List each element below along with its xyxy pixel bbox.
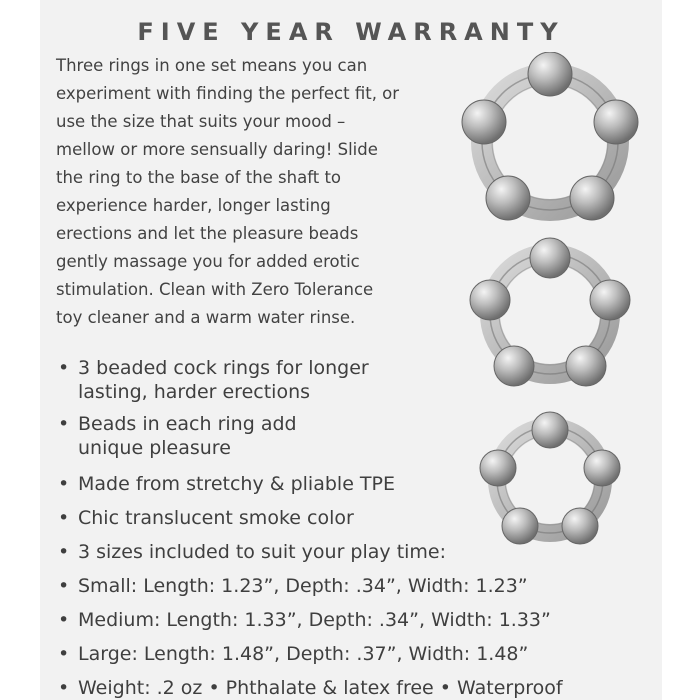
- intro-line: mellow or more sensually daring! Slide: [56, 140, 378, 159]
- intro-line: the ring to the base of the shaft to: [56, 168, 342, 187]
- small-ring: [480, 412, 620, 544]
- feature-text: • Large: Length: 1.48”, Depth: .37”, Width: 1.48”: [78, 643, 529, 665]
- feature-text: • 3 sizes included to suit your play time:: [78, 541, 447, 563]
- feature-item: [56, 676, 656, 700]
- feature-item: [56, 642, 656, 666]
- rings-image: [450, 52, 650, 572]
- large-ring: [462, 52, 638, 220]
- feature-text: • Made from stretchy & pliable TPE: [78, 473, 395, 495]
- medium-ring: [470, 238, 630, 386]
- feature-text: • Beads in each ring add: [78, 413, 297, 435]
- intro-line: stimulation. Clean with Zero Tolerance: [56, 280, 374, 299]
- feature-text: • Small: Length: 1.23”, Depth: .34”, Width: 1.23”: [78, 575, 528, 597]
- intro-line: erections and let the pleasure beads: [56, 224, 359, 243]
- feature-text: • Weight: .2 oz • Phthalate & latex free • Waterproof: [78, 677, 563, 699]
- feature-item: [56, 608, 656, 632]
- feature-text: lasting, harder erections: [78, 381, 311, 403]
- intro-line: Three rings in one set means you can: [56, 56, 368, 75]
- feature-item: [56, 574, 656, 598]
- intro-line: toy cleaner and a warm water rinse.: [56, 308, 356, 327]
- intro-line: experiment with finding the perfect fit, or: [56, 84, 400, 103]
- intro-paragraph: [56, 52, 466, 332]
- feature-text: • 3 beaded cock rings for longer: [78, 357, 369, 379]
- feature-text: unique pleasure: [78, 437, 231, 459]
- feature-text: • Chic translucent smoke color: [78, 507, 354, 529]
- page-title: FIVE YEAR WARRANTY: [137, 18, 565, 46]
- intro-line: gently massage you for added erotic: [56, 252, 360, 271]
- intro-line: use the size that suits your mood –: [56, 112, 346, 131]
- feature-text: • Medium: Length: 1.33”, Depth: .34”, Width: 1.33”: [78, 609, 551, 631]
- intro-line: experience harder, longer lasting: [56, 196, 331, 215]
